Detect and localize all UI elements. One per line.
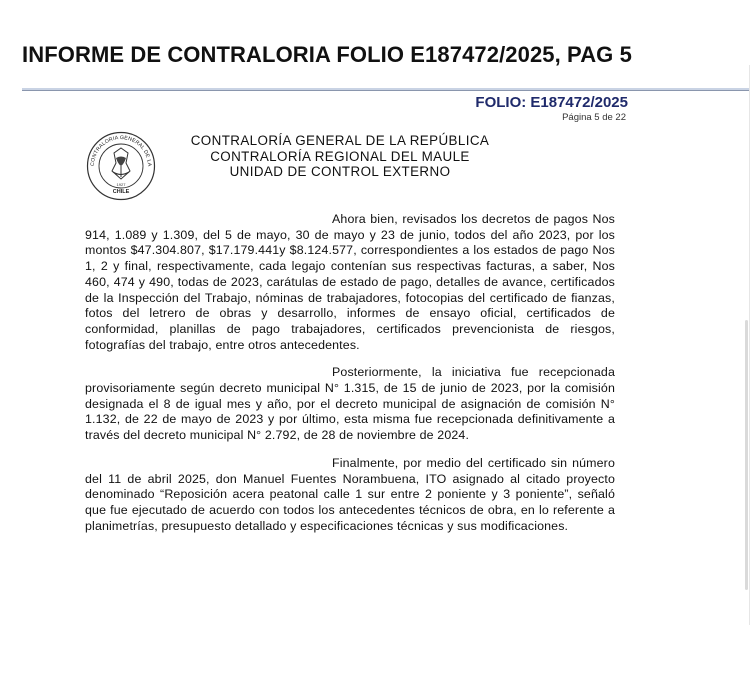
organization-header [190, 133, 490, 180]
document-body [85, 212, 615, 546]
paragraph-3: Finalmente, por medio del certificado sin número del 11 de abril 2025, don Manuel Fuentes Norambuena, ITO asignado al citado proyecto denominado “Reposición acera peatonal calle 1 sur entre 2 poniente y 3 poniente”, señaló que fue ejecutado de acuerdo con todos los antecedentes técnicos de obra, en lo referente a planimetrías, presupuesto detallado y especificaciones técnicas y sus modificaciones. [85, 455, 615, 533]
page-title: INFORME DE CONTRALORIA FOLIO E187472/2025, PAG 5 [22, 42, 632, 67]
paragraph-1: Ahora bien, revisados los decretos de pagos Nos 914, 1.089 y 1.309, del 5 de mayo, 30 de mayo y 23 de junio, todos del año 2023, por los montos $47.304.807, $17.179.441y $8.124.577, correspondientes a los estados de pago Nos 1, 2 y final, respectivamente, cada legajo contenían sus respectivas facturas, a saber, Nos 460, 474 y 490, todas de 2023, carátulas de estado de pago, detalles de avance, certificados de la Inspección del Trabajo, nóminas de trabajadores, fotocopias del certificado de fianzas, fotos del letrero de obras y desarrollo, informes de ensayo oficial, certificados de conformidad, planillas de pago trabajadores, certificados prevencionista de riesgos, fotografías del trabajo, entre otros antecedentes. [85, 212, 615, 352]
paragraph-2: Posteriormente, la iniciativa fue recepcionada provisoriamente según decreto municipal N° 1.315, de 15 de junio de 2023, por la comisión designada el 8 de igual mes y año, por el decreto municipal de asignación de comisión N° 1.132, de 22 de mayo de 2023 y por último, esta misma fue recepcionada definitivamente a través del decreto municipal N° 2.792, de 28 de noviembre de 2024. [85, 365, 615, 443]
contraloria-seal-logo [86, 131, 156, 201]
folio-number: FOLIO: E187472/2025 [475, 94, 628, 111]
header-divider-line [22, 90, 750, 91]
seal-ring-text: CONTRALORIA GENERAL DE LA [89, 134, 153, 167]
seal-year: 1927 [116, 182, 126, 187]
scrollbar[interactable] [745, 320, 748, 590]
page-number: Página 5 de 22 [562, 112, 626, 123]
org-line-3: UNIDAD DE CONTROL EXTERNO [229, 164, 451, 179]
org-line-1: CONTRALORÍA GENERAL DE LA REPÚBLICA [190, 133, 490, 148]
org-line-2: CONTRALORÍA REGIONAL DEL MAULE [210, 148, 470, 164]
seal-bottom-text: CHILE [112, 189, 130, 195]
